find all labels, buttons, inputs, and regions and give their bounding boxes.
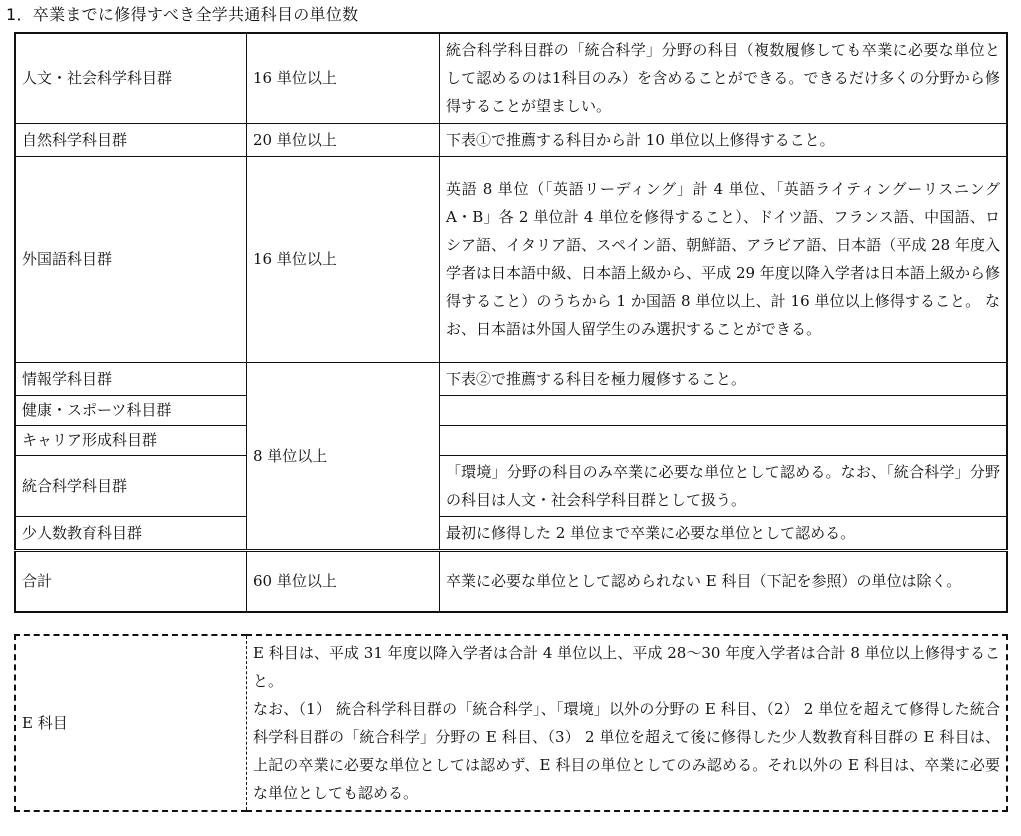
group-cell: 少人数教育科目群 bbox=[15, 516, 247, 550]
note-cell: 統合科学科目群の「統合科学」分野の科目（複数履修しても卒業に必要な単位として認めるのは1科目のみ）を含めることができる。できるだけ多くの分野から修得することが望ましい。 bbox=[440, 33, 1008, 123]
table-row bbox=[15, 455, 1007, 516]
table-row bbox=[15, 425, 1007, 455]
note-cell: 下表②で推薦する科目を極力履修すること。 bbox=[440, 362, 1008, 395]
note-cell bbox=[440, 395, 1008, 425]
e-subject-paragraph: なお、（1） 統合科学科目群の「統合科学」、「環境」以外の分野の E 科目、（2） 2 単位を超えて修得した統合科学科目群の「統合科学」分野の E 科目、（3） 2 単位を超えて後に修得した少人数教育科目群の E 科目は、上記の卒業に必要な単位としては認めず、E 科目の単位としてのみ認める。それ以外の E 科目は、卒業に必要な単位としても認める。 bbox=[253, 700, 1000, 802]
total-row bbox=[15, 550, 1007, 612]
units-cell: 16 単位以上 bbox=[247, 156, 440, 362]
shared-units-cell: 8 単位以上 bbox=[247, 362, 440, 550]
total-label-cell: 合計 bbox=[15, 550, 247, 612]
group-cell: 統合科学科目群 bbox=[15, 455, 247, 516]
table-row bbox=[15, 156, 1007, 362]
table-row bbox=[15, 123, 1007, 156]
units-cell: 16 単位以上 bbox=[247, 33, 440, 123]
units-cell: 20 単位以上 bbox=[247, 123, 440, 156]
e-subject-label: E 科目 bbox=[15, 635, 247, 811]
e-subject-row bbox=[15, 635, 1007, 811]
e-subject-description bbox=[247, 635, 1008, 811]
page-title: 1．卒業までに修得すべき全学共通科目の単位数 bbox=[6, 5, 359, 24]
note-cell bbox=[440, 425, 1008, 455]
table-row bbox=[15, 362, 1007, 395]
total-note-cell: 卒業に必要な単位として認められない E 科目（下記を参照）の単位は除く。 bbox=[440, 550, 1008, 612]
group-cell: キャリア形成科目群 bbox=[15, 425, 247, 455]
credit-requirements-table bbox=[14, 32, 1008, 613]
total-units-cell: 60 単位以上 bbox=[247, 550, 440, 612]
group-cell: 情報学科目群 bbox=[15, 362, 247, 395]
table-row bbox=[15, 516, 1007, 550]
note-cell: 最初に修得した 2 単位まで卒業に必要な単位として認める。 bbox=[440, 516, 1008, 550]
group-cell: 自然科学科目群 bbox=[15, 123, 247, 156]
e-subject-box bbox=[14, 634, 1008, 812]
table-row bbox=[15, 33, 1007, 123]
note-cell: 下表①で推薦する科目から計 10 単位以上修得すること。 bbox=[440, 123, 1008, 156]
group-cell: 人文・社会科学科目群 bbox=[15, 33, 247, 123]
group-cell: 健康・スポーツ科目群 bbox=[15, 395, 247, 425]
note-cell: 英語 8 単位（「英語リーディング」計 4 単位、「英語ライティングーリスニング A・B」各 2 単位計 4 単位を修得すること）、ドイツ語、フランス語、中国語、ロシア語、イタリア語、スペイン語、朝鮮語、アラビア語、日本語（平成 28 年度入学者は日本語中級、日本語上級から、平成 29 年度以降入学者は日本語上級から修得すること）のうちから 1 か国語 8 単位以上、計 16 単位以上修得すること。 なお、日本語は外国人留学生のみ選択することができる。 bbox=[440, 156, 1008, 362]
note-cell: 「環境」分野の科目のみ卒業に必要な単位として認める。なお、「統合科学」分野の科目は人文・社会科学科目群として扱う。 bbox=[440, 455, 1008, 516]
e-subject-paragraph: E 科目は、平成 31 年度以降入学者は合計 4 単位以上、平成 28～30 年度入学者は合計 8 単位以上修得すること。 bbox=[253, 644, 1000, 690]
table-row bbox=[15, 395, 1007, 425]
group-cell: 外国語科目群 bbox=[15, 156, 247, 362]
